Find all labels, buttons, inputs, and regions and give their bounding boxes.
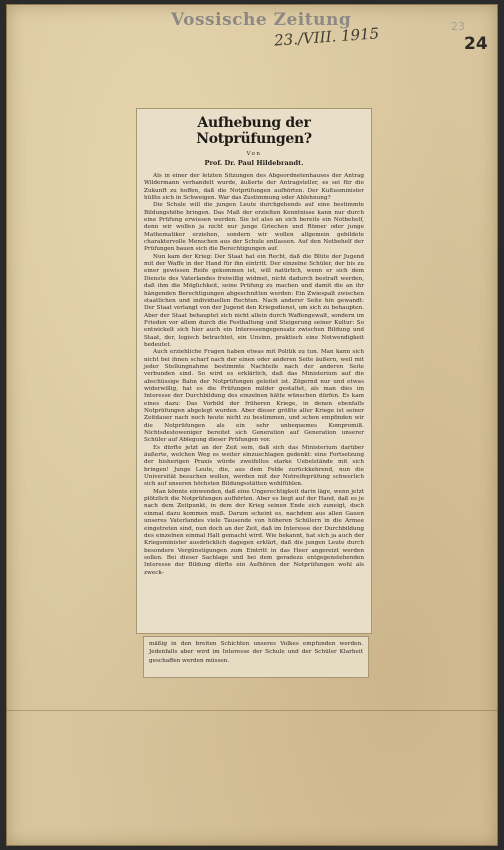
newspaper-clipping: [136, 108, 372, 634]
article-paragraph: Es dürfte jetzt an der Zeit sein, daß sich das Ministerium darüber äußerte, welchen Weg es weiter einzuschlagen gedenkt: eine Fortsetzung der bisherigen Praxis würde zweifellos starke Uebelstände mit sich bringen! Junge Leute, die, aus dem Felde zurückkehrend, nun die Universität besuchen wollen, werden mit der Notreifeprüfung schwerlich sich auf unseren höchsten Bildungsstätten wohlfühlen.: [144, 444, 364, 488]
handwritten-date: 23./VIII. 1915: [273, 24, 380, 50]
article-paragraph: Nun kam der Krieg: Der Staat hat ein Recht, daß die Blüte der Jugend mit der Waffe in der Hand für ihn eintritt. Der einzelne Schüler, der bis zu einer gewissen Reife gekommen ist, will natürlich, wenn er sich dem Dienste des Vaterlandes freiwillig widmet, nicht dadurch bestraft werden, daß ihm die Möglichkeit, seine Prüfung zu machen und damit die an ihr hängenden Berechtigungen abgeschnitten werden: Ein Zwiespalt zwischen staatlichen und individuellen Rechten. Nach anderer Seite hin gewandt: Der Staat verlangt von der Jugend den Kriegsdienst, um sich zu behaupten. Aber der Staat behauptet sich nicht allein durch Waffengewalt, sondern im Frieden vor allem durch die Festhaltung und Steigerung seiner Kultur: So entwickelt sich hier auch ein Interessengegensatz zwischen Bildung und Staat, der, logisch betrachtet, ein Unsinn, praktisch eine Notwendigkeit bedeutet.: [144, 253, 364, 348]
paper-fold: [6, 710, 498, 711]
article-body: [144, 173, 364, 577]
article-paragraph: Die Schule will die jungen Leute durchgehends auf eine bestimmte Bildungshöhe bringen. Das Maß der erzielten Kenntnisse kann nur durch eine Prüfung erwiesen werden. Sie ist also an sich bereits ein Notbehelf, denn wir wollen ja nicht nur junge Griechen und Römer oder junge Mathematiker erziehen, sondern wir wollen allgemein gebildete charaktervolle Menschen aus der Schule entlassen. Auf den Notbehelf der Prüfungen bauen sich die Berechtigungen auf.: [144, 202, 364, 253]
article-paragraph: Auch erziehliche Fragen haben etwas mit Politik zu tun. Man kann sich nicht bei ihnen scharf nach der einen oder anderen Seite äußern, weil mit jeder Stellungnahme bestimmte Nachteile nach der anderen Seite verbunden sind. So wird es erklärlich, daß das Ministerium auf die abschüssige Bahn der Notprüfungen geleitet ist. Zögernd nur und etwas widerwillig, hat es die Prüfungen milder gestaltet, als man dies im Interesse der Durchbildung des einzelnen hätte wünschen dürfen. Es kam eines dazu: Das Vorbild der früheren Kriege, in denen ebenfalls Notprüfungen abgelegt wurden. Aber dieser größte aller Kriege ist seiner Zeitdauer nach noch heute nicht zu bestimmen, und schon empfinden wir die Notprüfungen als ein sehr unbequemes Kompromiß. Nichtsdestoweniger bereitet sich Generation auf Generation unserer Schüler auf Ablegung dieser Prüfungen vor.: [144, 349, 364, 444]
byline-von: Von: [246, 151, 262, 157]
page-number: 24: [464, 34, 488, 54]
article-continuation: mäßig in den breiten Schichten unseres Volkes empfunden werden. Jedenfalls aber wird im Interesse der Schule und der Schüler Klarheit geschaffen werden müssen.: [149, 641, 363, 664]
article-paragraph: Als in einer der letzten Sitzungen des Abgeordnetenhauses der Antrag Wildermann verhandelt wurde, äußerte der Antragsteller, es sei für die Zukunft zu hoffen, daß die Notprüfungen aufhörten. Der Kultusminister hüllte sich in Schweigen. War das Zustimmung oder Ablehnung?: [144, 173, 364, 202]
continuation-clipping: [143, 636, 369, 678]
article-paragraph: Man könnte einwenden, daß eine Ungerechtigkeit darin läge, wenn jetzt plötzlich die Notprüfungen aufhörten. Aber es liegt auf der Hand, daß es je nach dem Zeitpunkt, in dem der Krieg seinen Ende sich zuneigt, doch einmal dazu kommen muß. Darum scheint es, nachdem aus allen Gauen unseres Vaterlandes viele Tausende von höheren Schülern in die Armee eingetreten sind, nun doch an der Zeit, daß im Interesse der Durchbildung des einzelnen einmal Halt gemacht wird. Wie bekannt, hat sich ja auch der Kriegsminister ausdrücklich dagegen erklärt, daß die jungen Leute durch besondere Vergünstigungen zum Eintritt in das Heer angereizt werden sollen. Bei dieser Sachlage und bei dem geradezu entgegenstehenden Interesse der Bildung dürfte ein Aufhören der Notprüfungen wohl als zweck-: [144, 488, 364, 576]
article-author: Prof. Dr. Paul Hildebrandt.: [204, 159, 304, 167]
newspaper-stamp: Vossische Zeitung: [171, 10, 352, 30]
pencil-note: 23: [451, 20, 465, 33]
article-headline: Aufhebung der Notprüfungen?: [196, 115, 312, 147]
